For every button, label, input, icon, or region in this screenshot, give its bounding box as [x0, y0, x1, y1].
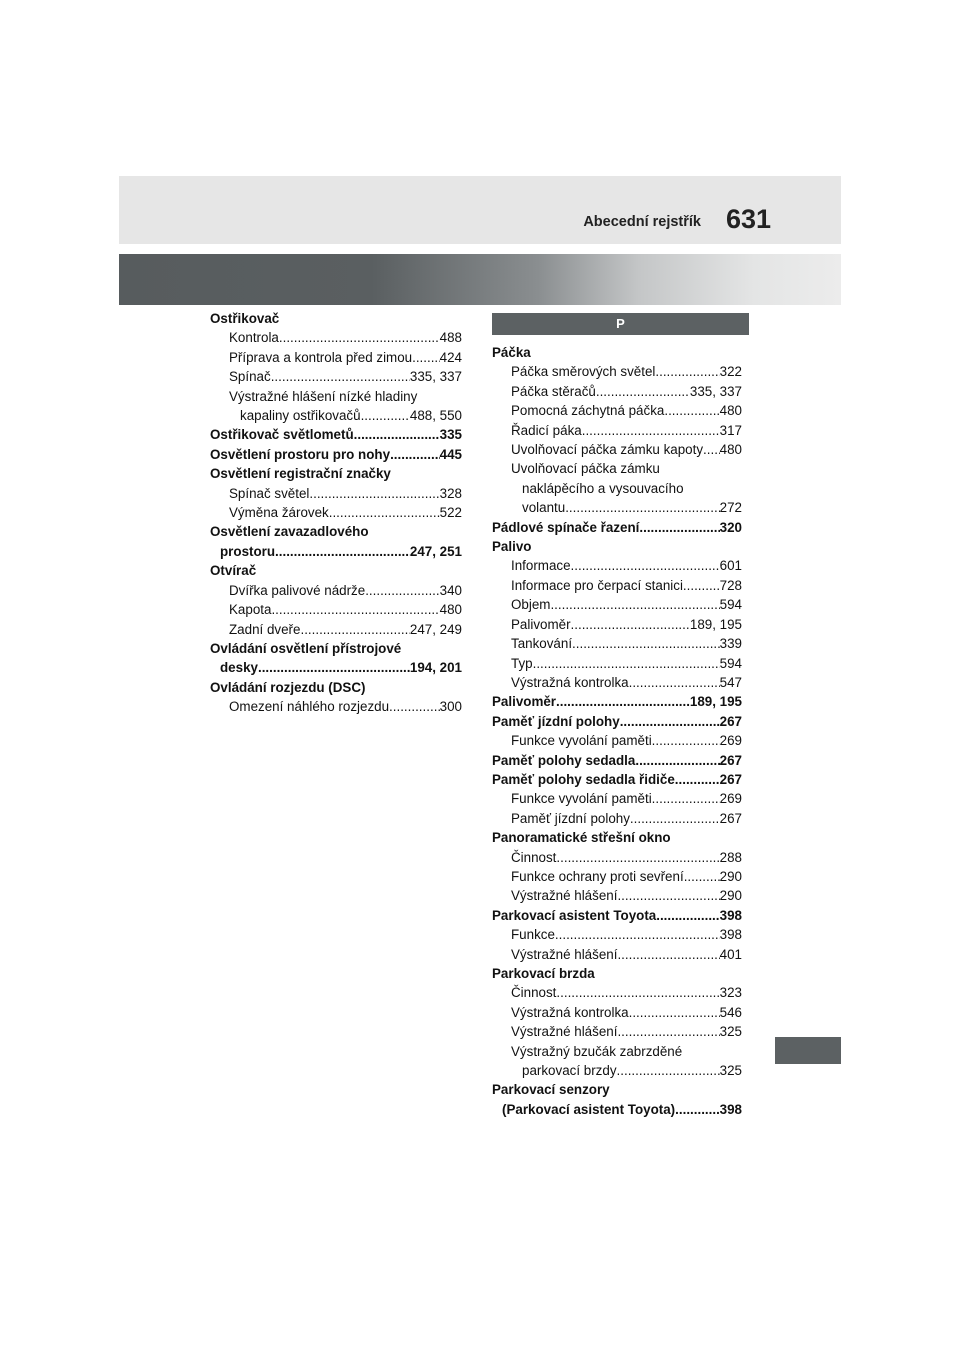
index-entry — [492, 731, 742, 750]
entry-label: Funkce vyvolání paměti — [511, 733, 652, 749]
index-entry — [492, 1100, 742, 1119]
index-entry — [492, 1003, 742, 1022]
entry-label: Funkce ochrany proti sevření — [511, 868, 684, 884]
index-column-left — [210, 309, 462, 717]
entry-page: 323 — [719, 985, 742, 1001]
index-entry — [492, 479, 742, 498]
page-number: 631 — [725, 204, 771, 234]
entry-label: Paměť jízdní polohy — [492, 713, 620, 729]
entry-label: Palivoměr — [492, 694, 557, 710]
leader-dots — [309, 484, 439, 503]
entry-label: Paměť jízdní polohy — [511, 810, 630, 826]
entry-page: 328 — [439, 485, 462, 501]
leader-dots — [655, 362, 719, 381]
section-letter: P — [616, 316, 625, 331]
entry-page: 325 — [719, 1024, 742, 1040]
entry-label: naklápěcího a vysouvacího — [522, 480, 684, 496]
entry-page: 398 — [719, 1101, 742, 1117]
leader-dots — [556, 692, 690, 711]
entry-label: Panoramatické střešní okno — [492, 830, 671, 846]
leader-dots — [683, 576, 720, 595]
index-entry — [210, 561, 462, 580]
entry-label: Výstražná kontrolka — [511, 1004, 629, 1020]
index-entry — [492, 459, 742, 478]
index-entry — [492, 421, 742, 440]
thumb-index-tab — [775, 1037, 841, 1064]
index-entry — [492, 1080, 742, 1099]
entry-page: 189, 195 — [689, 694, 742, 710]
entry-label: prostoru — [220, 543, 276, 559]
entry-label: Osvětlení registrační značky — [210, 466, 391, 482]
index-entry — [492, 906, 742, 925]
index-entry — [210, 697, 462, 716]
index-entry — [210, 348, 462, 367]
leader-dots — [675, 1100, 720, 1119]
index-entry — [492, 945, 742, 964]
entry-label: Otvírač — [210, 563, 257, 579]
index-entry — [492, 673, 742, 692]
leader-dots — [703, 440, 720, 459]
index-entry — [492, 925, 742, 944]
entry-page: 601 — [719, 558, 742, 574]
leader-dots — [271, 600, 439, 619]
entry-page: 398 — [719, 927, 742, 943]
index-entry — [210, 658, 462, 677]
entry-page: 546 — [719, 1004, 742, 1020]
entry-label: Parkovací asistent Toyota — [492, 907, 657, 923]
index-entry — [492, 789, 742, 808]
entry-label: Výstražné hlášení nízké hladiny — [229, 388, 418, 404]
leader-dots — [617, 886, 719, 905]
entry-label: Ostřikovač světlometů — [210, 427, 354, 443]
entry-label: Pádlové spínače řazení — [492, 519, 640, 535]
leader-dots — [684, 867, 720, 886]
entry-label: Výstražný bzučák zabrzděné — [511, 1043, 683, 1059]
index-entry — [492, 498, 742, 517]
entry-label: Uvolňovací páčka zámku kapoty — [511, 442, 704, 458]
leader-dots — [279, 328, 440, 347]
entry-page: 335 — [439, 427, 462, 443]
index-entry — [492, 595, 742, 614]
leader-dots — [571, 615, 690, 634]
entry-label: Informace pro čerpací stanici — [511, 577, 683, 593]
entry-label: Příprava a kontrola před zimou — [229, 349, 413, 365]
index-entry — [210, 367, 462, 386]
leader-dots — [555, 925, 720, 944]
leader-dots — [550, 595, 719, 614]
index-entry — [210, 445, 462, 464]
entry-page: 445 — [439, 446, 462, 462]
entry-page: 272 — [719, 500, 742, 516]
index-entry — [210, 328, 462, 347]
index-column-right — [492, 343, 742, 1119]
leader-dots — [361, 406, 410, 425]
entry-page: 267 — [719, 771, 742, 787]
entry-page: 290 — [719, 868, 742, 884]
page-header — [119, 176, 841, 244]
entry-label: Spínač světel — [229, 485, 310, 501]
section-letter-bar — [492, 313, 749, 335]
entry-label: Výstražné hlášení — [511, 888, 618, 904]
entry-label: Uvolňovací páčka zámku — [511, 461, 660, 477]
entry-page: 267 — [719, 713, 742, 729]
leader-dots — [354, 425, 440, 444]
index-entry — [210, 309, 462, 328]
index-entry — [210, 484, 462, 503]
leader-dots — [365, 581, 439, 600]
index-entry — [492, 712, 742, 731]
entry-page: 339 — [719, 636, 742, 652]
entry-label: Výměna žárovek — [229, 505, 329, 521]
leader-dots — [617, 1061, 720, 1080]
entry-label: Páčka — [492, 345, 531, 360]
entry-page: 398 — [719, 907, 742, 923]
leader-dots — [620, 712, 720, 731]
entry-page: 594 — [719, 597, 742, 613]
entry-label: Kontrola — [229, 330, 279, 346]
index-entry — [210, 522, 462, 541]
entry-page: 728 — [719, 577, 742, 593]
entry-page: 269 — [719, 791, 742, 807]
leader-dots — [412, 348, 440, 367]
entry-label: Činnost — [511, 985, 557, 1001]
index-entry — [210, 678, 462, 697]
index-entry — [210, 639, 462, 658]
index-entry — [492, 1022, 742, 1041]
index-entry — [492, 634, 742, 653]
index-entry — [210, 387, 462, 406]
index-entry — [210, 425, 462, 444]
index-entry — [492, 886, 742, 905]
index-entry — [492, 556, 742, 575]
leader-dots — [329, 503, 440, 522]
entry-page: 480 — [439, 602, 462, 618]
entry-page: 522 — [439, 505, 462, 521]
leader-dots — [271, 367, 410, 386]
entry-label: volantu — [522, 500, 566, 516]
leader-dots — [629, 673, 720, 692]
index-entry — [492, 576, 742, 595]
entry-label: Parkovací senzory — [492, 1082, 610, 1098]
entry-label: Informace — [511, 558, 571, 574]
entry-label: Typ — [511, 655, 533, 671]
entry-page: 267 — [719, 810, 742, 826]
entry-page: 325 — [719, 1063, 742, 1079]
entry-label: desky — [220, 660, 258, 676]
index-entry — [492, 362, 742, 381]
index-entry — [492, 867, 742, 886]
entry-page: 480 — [719, 442, 742, 458]
index-entry — [210, 464, 462, 483]
entry-label: Páčka směrových světel — [511, 364, 656, 380]
leader-dots — [556, 848, 719, 867]
entry-page: 424 — [439, 349, 462, 365]
entry-page: 189, 195 — [689, 616, 742, 632]
entry-label: parkovací brzdy — [522, 1063, 617, 1079]
entry-page: 488, 550 — [409, 408, 462, 424]
leader-dots — [533, 654, 720, 673]
leader-dots — [652, 731, 720, 750]
entry-label: (Parkovací asistent Toyota) — [502, 1101, 676, 1117]
entry-label: Paměť polohy sedadla — [492, 752, 636, 768]
entry-label: Činnost — [511, 849, 557, 865]
entry-label: Ovládání osvětlení přístrojové — [210, 640, 402, 656]
index-entry — [210, 503, 462, 522]
entry-label: Objem — [511, 597, 551, 613]
leader-dots — [571, 556, 720, 575]
leader-dots — [258, 658, 410, 677]
leader-dots — [275, 542, 410, 561]
entry-page: 300 — [439, 699, 462, 715]
index-entry — [492, 692, 742, 711]
leader-dots — [630, 809, 720, 828]
entry-label: Funkce — [511, 927, 555, 943]
entry-page: 594 — [719, 655, 742, 671]
index-entry — [210, 581, 462, 600]
index-entry — [210, 542, 462, 561]
leader-dots — [664, 401, 719, 420]
entry-label: Parkovací brzda — [492, 966, 595, 981]
entry-page: 247, 249 — [409, 621, 462, 637]
index-entry — [492, 537, 742, 556]
index-entry — [492, 983, 742, 1002]
entry-label: Ovládání rozjezdu (DSC) — [210, 679, 366, 695]
entry-page: 335, 337 — [409, 369, 462, 385]
header-title: Abecední rejstřík — [583, 214, 701, 230]
leader-dots — [565, 498, 719, 517]
index-entry — [492, 751, 742, 770]
leader-dots — [656, 906, 719, 925]
leader-dots — [572, 634, 720, 653]
index-entry — [210, 600, 462, 619]
entry-label: Spínač — [229, 369, 271, 385]
leader-dots — [617, 1022, 719, 1041]
index-entry — [492, 809, 742, 828]
entry-label: Palivoměr — [511, 616, 571, 632]
entry-label: kapaliny ostřikovačů — [240, 408, 361, 424]
entry-page: 335, 337 — [689, 383, 742, 399]
leader-dots — [635, 751, 719, 770]
entry-label: Osvětlení prostoru pro nohy — [210, 446, 391, 462]
entry-label: Výstražná kontrolka — [511, 674, 629, 690]
entry-page: 488 — [439, 330, 462, 346]
entry-label: Ostřikovač — [210, 311, 280, 326]
decorative-band — [119, 254, 841, 305]
index-entry — [492, 654, 742, 673]
leader-dots — [389, 697, 440, 716]
entry-label: Výstražné hlášení — [511, 1024, 618, 1040]
leader-dots — [629, 1003, 720, 1022]
entry-label: Dvířka palivové nádrže — [229, 582, 366, 598]
entry-label: Řadicí páka — [511, 422, 582, 438]
leader-dots — [675, 770, 720, 789]
entry-label: Páčka stěračů — [511, 383, 596, 399]
index-entry — [492, 382, 742, 401]
entry-page: 269 — [719, 733, 742, 749]
index-entry — [492, 518, 742, 537]
leader-dots — [300, 620, 409, 639]
entry-label: Tankování — [511, 636, 573, 652]
index-entry — [492, 848, 742, 867]
index-entry — [492, 828, 742, 847]
entry-label: Kapota — [229, 602, 272, 618]
entry-page: 288 — [719, 849, 742, 865]
index-entry — [492, 440, 742, 459]
entry-label: Výstražné hlášení — [511, 946, 618, 962]
index-entry — [492, 401, 742, 420]
leader-dots — [556, 983, 719, 1002]
entry-label: Palivo — [492, 539, 532, 555]
index-entry — [210, 406, 462, 425]
leader-dots — [652, 789, 720, 808]
leader-dots — [390, 445, 440, 464]
leader-dots — [639, 518, 719, 537]
index-entry — [210, 620, 462, 639]
entry-label: Paměť polohy sedadla řidiče — [492, 771, 675, 787]
entry-label: Pomocná záchytná páčka — [511, 403, 665, 419]
entry-label: Funkce vyvolání paměti — [511, 791, 652, 807]
entry-page: 247, 251 — [409, 543, 462, 559]
index-entry — [492, 343, 742, 362]
entry-page: 547 — [719, 674, 742, 690]
index-entry — [492, 615, 742, 634]
leader-dots — [582, 421, 720, 440]
entry-label: Zadní dveře — [229, 621, 301, 637]
entry-page: 322 — [719, 364, 742, 380]
entry-page: 401 — [719, 946, 742, 962]
entry-label: Omezení náhlého rozjezdu — [229, 699, 390, 715]
entry-page: 290 — [719, 888, 742, 904]
entry-page: 317 — [719, 422, 742, 438]
index-entry — [492, 770, 742, 789]
entry-page: 340 — [439, 582, 462, 598]
entry-page: 194, 201 — [409, 660, 462, 676]
entry-label: Osvětlení zavazadlového — [210, 524, 369, 540]
entry-page: 480 — [719, 403, 742, 419]
leader-dots — [617, 945, 719, 964]
leader-dots — [596, 382, 690, 401]
entry-page: 320 — [719, 519, 742, 535]
entry-page: 267 — [719, 752, 742, 768]
index-entry — [492, 1061, 742, 1080]
index-entry — [492, 1042, 742, 1061]
index-entry — [492, 964, 742, 983]
